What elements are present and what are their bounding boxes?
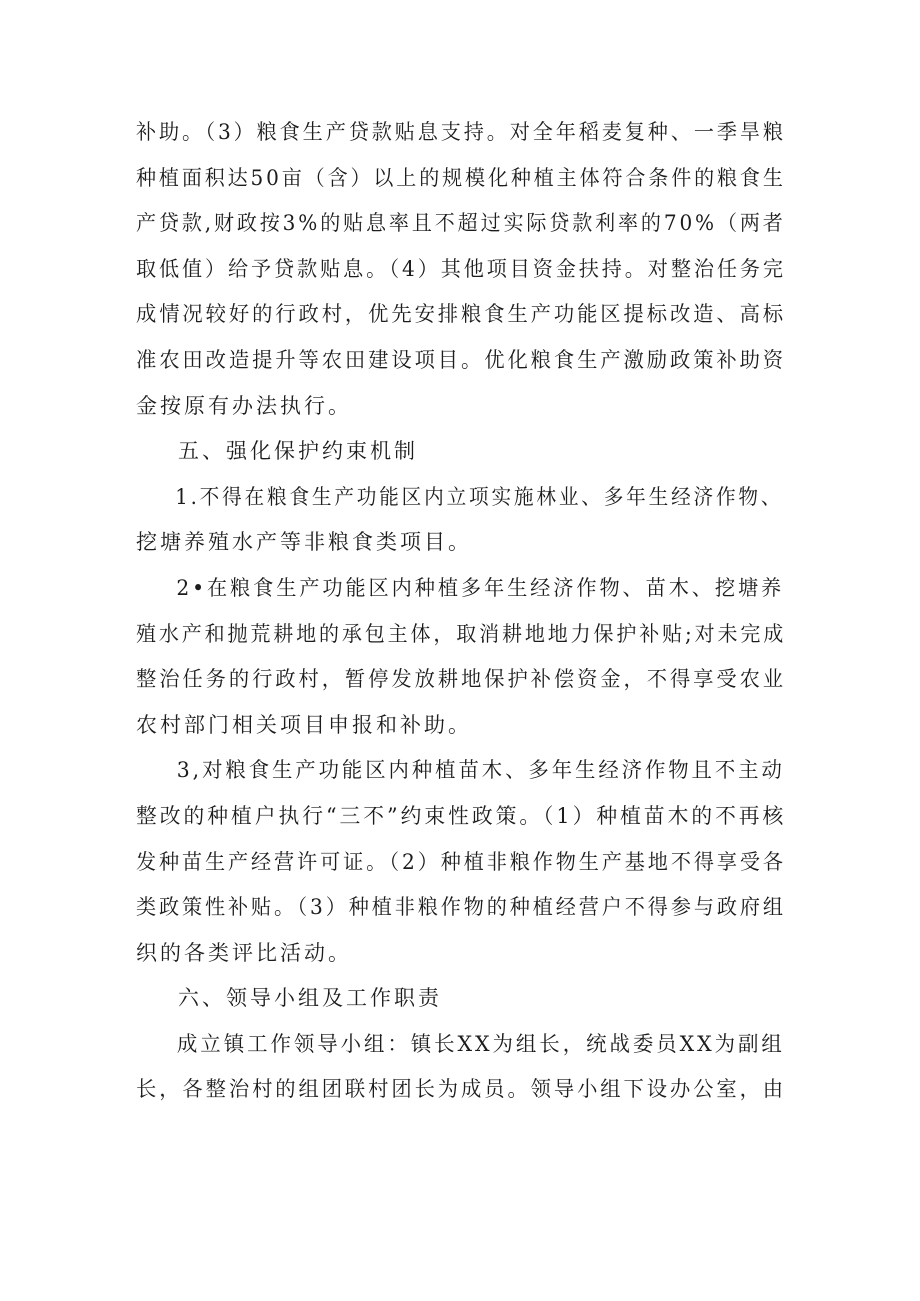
text-line: 五、强化保护约束机制 (178, 439, 418, 464)
text-line: 成情况较好的行政村，优先安排粮食生产功能区提标改造、高标 (136, 302, 787, 327)
text-line: 产贷款,财政按3%的贴息率且不超过实际贷款利率的70%（两者 (136, 211, 786, 236)
text-line: 织的各类评比活动。 (136, 940, 352, 965)
text-line: 六、领导小组及工作职责 (178, 986, 442, 1011)
text-line: 类政策性补贴。（3）种植非粮作物的种植经营户不得参与政府组 (136, 895, 786, 920)
text-line: 种植面积达50亩（含）以上的规模化种植主体符合条件的粮食生 (136, 165, 786, 190)
text-line: 整治任务的行政村，暂停发放耕地保护补偿资金，不得享受农业 (136, 667, 787, 692)
text-line: 取低值）给予贷款贴息。（4）其他项目资金扶持。对整治任务完 (136, 256, 786, 281)
text-line: 1.不得在粮食生产功能区内立项实施林业、多年生经济作物、 (175, 484, 784, 509)
text-line: 2•在粮食生产功能区内种植多年生经济作物、苗木、挖塘养 (176, 575, 785, 600)
text-line: 金按原有办法执行。 (136, 393, 352, 418)
text-line: 长，各整治村的组团联村团长为成员。领导小组下设办公室，由 (136, 1077, 787, 1102)
text-line: 准农田改造提升等农田建设项目。优化粮食生产激励政策补助资 (136, 347, 787, 372)
text-line: 农村部门相关项目申报和补助。 (136, 712, 472, 737)
text-line: 补助。（3）粮食生产贷款贴息支持。对全年稻麦复种、一季旱粮 (136, 120, 786, 144)
text-line: 发种苗生产经营许可证。（2）种植非粮作物生产基地不得享受各 (136, 849, 786, 874)
text-line: 挖塘养殖水产等非粮食类项目。 (136, 530, 472, 555)
text-line: 整改的种植户执行“三不”约束性政策。（1）种植苗木的不再核 (136, 803, 787, 828)
text-line: 成立镇工作领导小组：镇长XX为组长，统战委员XX为副组 (176, 1031, 785, 1056)
text-line: 殖水产和抛荒耕地的承包主体，取消耕地地力保护补贴;对未完成 (136, 621, 787, 646)
text-line: 3,对粮食生产功能区内种植苗木、多年生经济作物且不主动 (176, 758, 785, 783)
document-body (136, 110, 786, 1113)
